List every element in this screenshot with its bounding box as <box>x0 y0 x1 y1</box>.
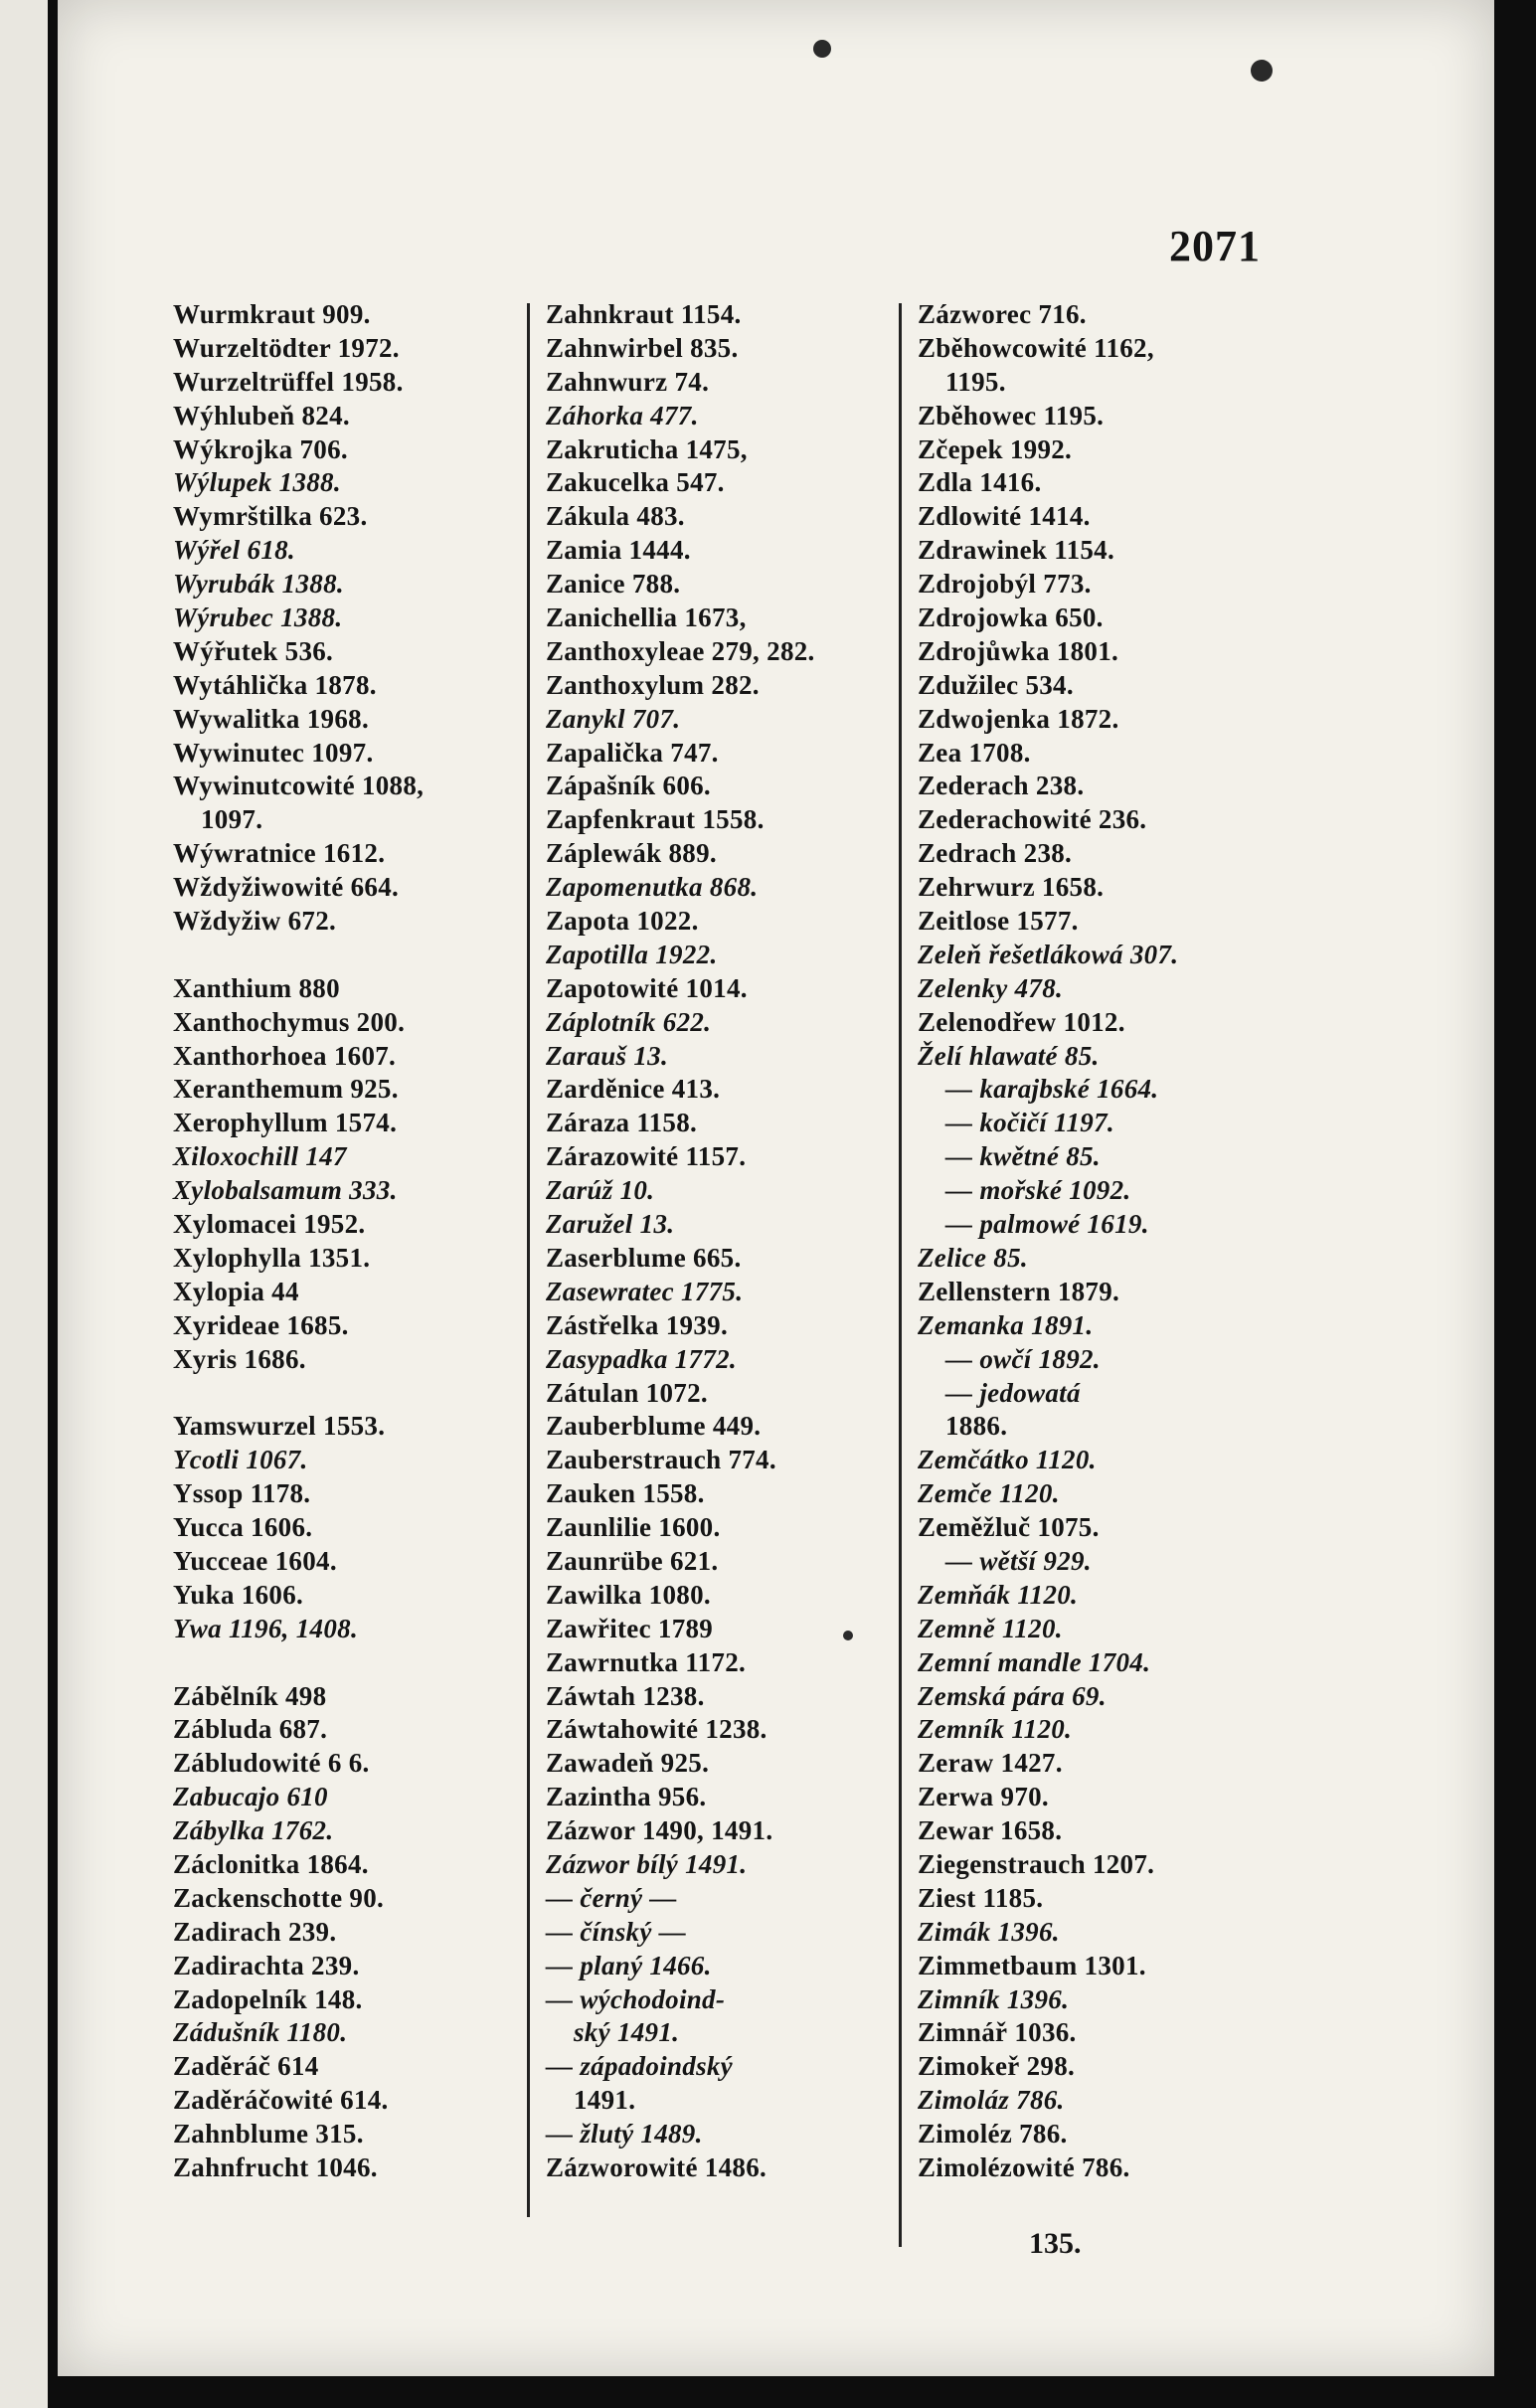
ink-spot <box>1251 60 1273 82</box>
index-entry: Zeitlose 1577. <box>918 906 1079 937</box>
index-entry: Zázwor bílý 1491. <box>546 1848 748 1879</box>
index-entry: Zemník 1120. <box>918 1714 1073 1745</box>
index-entry: Zanykl 707. <box>546 703 681 734</box>
index-entry: Yssop 1178. <box>173 1478 311 1509</box>
index-entry: Zackenschotte 90. <box>173 1882 385 1913</box>
index-entry: — černý — <box>546 1882 677 1913</box>
index-entry: — kočičí 1197. <box>945 1108 1114 1138</box>
index-entry: Zaserblume 665. <box>546 1242 742 1273</box>
index-entry: — kwětné 85. <box>945 1141 1101 1172</box>
index-entry: Zakruticha 1475, <box>546 433 748 464</box>
index-entry: Zahnfrucht 1046. <box>173 2151 378 2182</box>
index-entry: Zápašník 606. <box>546 771 711 801</box>
index-entry: Záhorka 477. <box>546 400 699 430</box>
index-entry: Xylophylla 1351. <box>173 1242 371 1273</box>
index-entry: Zewar 1658. <box>918 1815 1063 1846</box>
index-entry: Zapalička 747. <box>546 737 719 768</box>
index-entry: — čínský — <box>546 1916 686 1947</box>
index-entry: Ziegenstrauch 1207. <box>918 1848 1155 1879</box>
index-entry: Yuka 1606. <box>173 1579 304 1610</box>
index-entry: Yucca 1606. <box>173 1512 313 1543</box>
index-entry: Zarúž 10. <box>546 1175 655 1206</box>
index-entry: 1097. <box>201 804 263 835</box>
index-entry: Záclonitka 1864. <box>173 1848 369 1879</box>
index-entry: Wywinutcowité 1088, <box>173 771 425 801</box>
index-entry: Zeleň řešetlákowá 307. <box>918 939 1179 969</box>
index-entry: Xanthochymus 200. <box>173 1006 406 1037</box>
index-entry: Zimnář 1036. <box>918 2017 1077 2048</box>
index-entry: Zimák 1396. <box>918 1916 1060 1947</box>
index-entry: Zeměžluč 1075. <box>918 1512 1100 1543</box>
index-entry: Zazintha 956. <box>546 1782 707 1812</box>
index-entry: Ziest 1185. <box>918 1882 1044 1913</box>
index-entry: Wždyžiw 672. <box>173 906 337 937</box>
index-entry: Wurmkraut 909. <box>173 299 371 329</box>
index-entry: Xerophyllum 1574. <box>173 1108 398 1138</box>
index-entry: Zimník 1396. <box>918 1983 1070 2014</box>
index-entry: Zarauš 13. <box>546 1040 669 1071</box>
index-entry: Wýhlubeň 824. <box>173 400 350 430</box>
index-entry: Zdwojenka 1872. <box>918 703 1119 734</box>
index-entry: Zawřitec 1789 <box>546 1613 714 1643</box>
page-number: 2071 <box>1169 222 1261 270</box>
index-entry: 1491. <box>574 2085 636 2116</box>
index-entry: ský 1491. <box>574 2017 680 2048</box>
index-entry: 1195. <box>945 366 1006 397</box>
index-entry: Zanthoxylum 282. <box>546 669 760 700</box>
index-entry: — wýchodoind- <box>546 1983 726 2014</box>
index-entry: Zahnkraut 1154. <box>546 299 742 329</box>
index-entry: Wyrubák 1388. <box>173 569 344 600</box>
index-entry: Záwtahowité 1238. <box>546 1714 768 1745</box>
index-entry: Zimoláz 786. <box>918 2085 1065 2116</box>
section-gap <box>173 1646 521 1680</box>
index-entry: Zerwa 970. <box>918 1782 1049 1812</box>
index-entry: Xeranthemum 925. <box>173 1074 399 1105</box>
index-entry: Zběhowec 1195. <box>918 400 1105 430</box>
index-entry: Zdrawinek 1154. <box>918 535 1115 566</box>
index-entry: Zábylka 1762. <box>173 1815 334 1846</box>
index-entry: — západoindský <box>546 2051 733 2082</box>
index-entry: Zábludowité 6 6. <box>173 1748 370 1779</box>
index-entry: Zázworowité 1486. <box>546 2151 768 2182</box>
index-entry: Zadirachta 239. <box>173 1950 360 1980</box>
index-entry: Zimoléz 786. <box>918 2119 1068 2150</box>
index-entry: Zabucajo 610 <box>173 1782 328 1812</box>
index-entry: Wurzeltrüffel 1958. <box>173 366 404 397</box>
index-entry: Zederach 238. <box>918 771 1085 801</box>
index-entry: — owčí 1892. <box>945 1343 1101 1374</box>
index-entry: Želí hlawaté 85. <box>918 1040 1100 1071</box>
index-entry: Zběhowcowité 1162, <box>918 332 1154 363</box>
index-entry: Zamia 1444. <box>546 535 691 566</box>
index-entry: Zemče 1120. <box>918 1478 1060 1509</box>
index-entry: Zemská pára 69. <box>918 1680 1107 1711</box>
index-entry: Zasypadka 1772. <box>546 1343 737 1374</box>
index-entry: — wětší 929. <box>945 1545 1092 1576</box>
index-entry: Zawrnutka 1172. <box>546 1646 747 1677</box>
index-entry: Zaunrübe 621. <box>546 1545 719 1576</box>
index-entry: Zauken 1558. <box>546 1478 705 1509</box>
index-entry: Wurzeltödter 1972. <box>173 332 400 363</box>
index-entry: Zawadeň 925. <box>546 1748 710 1779</box>
index-entry: Xiloxochill 147 <box>173 1141 347 1172</box>
index-entry: Záraza 1158. <box>546 1108 698 1138</box>
index-entry: Zárazowité 1157. <box>546 1141 747 1172</box>
index-entry: Xylomacei 1952. <box>173 1209 366 1240</box>
index-column-2 <box>546 298 904 2185</box>
index-entry: Wymrštilka 623. <box>173 501 368 532</box>
index-entry: Zedrach 238. <box>918 838 1073 869</box>
index-entry: Zátulan 1072. <box>546 1377 708 1408</box>
index-entry: Wýwratnice 1612. <box>173 838 386 869</box>
index-entry: Zábělník 498 <box>173 1680 327 1711</box>
index-entry: Zanice 788. <box>546 569 681 600</box>
index-entry: Wýkrojka 706. <box>173 433 348 464</box>
index-entry: Zdlowité 1414. <box>918 501 1091 532</box>
index-entry: Zdla 1416. <box>918 467 1042 498</box>
index-entry: Wýřel 618. <box>173 535 295 566</box>
index-entry: Wýřutek 536. <box>173 635 334 666</box>
index-entry: Zellenstern 1879. <box>918 1276 1120 1306</box>
index-entry: Zederachowité 236. <box>918 804 1147 835</box>
index-entry: Zemní mandle 1704. <box>918 1646 1151 1677</box>
index-entry: Zdužilec 534. <box>918 669 1074 700</box>
index-entry: Zapomenutka 868. <box>546 872 759 903</box>
index-entry: Zahnwirbel 835. <box>546 332 739 363</box>
index-entry: Zahnblume 315. <box>173 2119 364 2150</box>
index-entry: Zdrojowka 650. <box>918 602 1104 633</box>
index-entry: Zanichellia 1673, <box>546 602 747 633</box>
index-entry: Záplotník 622. <box>546 1006 712 1037</box>
index-entry: Zázwor 1490, 1491. <box>546 1815 773 1846</box>
index-entry: 1886. <box>945 1411 1008 1442</box>
signature-mark: 135. <box>1029 2227 1082 2260</box>
index-entry: Zádušník 1180. <box>173 2017 348 2048</box>
index-entry: Wýlupek 1388. <box>173 467 341 498</box>
index-entry: Zea 1708. <box>918 737 1031 768</box>
index-entry: Wywalitka 1968. <box>173 703 370 734</box>
index-entry: Zimokeř 298. <box>918 2051 1076 2082</box>
index-entry: — karajbské 1664. <box>945 1074 1159 1105</box>
section-gap <box>173 939 521 972</box>
index-entry: Zanthoxyleae 279, 282. <box>546 635 815 666</box>
index-entry: Yamswurzel 1553. <box>173 1411 386 1442</box>
index-entry: Xylopia 44 <box>173 1276 299 1306</box>
index-entry: Zapota 1022. <box>546 906 699 937</box>
index-entry: Zapfenkraut 1558. <box>546 804 765 835</box>
index-entry: Xanthorhoea 1607. <box>173 1040 397 1071</box>
index-entry: — jedowatá <box>945 1377 1081 1408</box>
index-entry: — planý 1466. <box>546 1950 712 1980</box>
section-gap <box>173 1377 521 1411</box>
index-entry: Zauberblume 449. <box>546 1411 762 1442</box>
index-entry: Zástřelka 1939. <box>546 1309 728 1340</box>
index-entry: Zaděráčowité 614. <box>173 2085 389 2116</box>
index-entry: Zasewratec 1775. <box>546 1276 744 1306</box>
index-entry: — mořské 1092. <box>945 1175 1131 1206</box>
index-entry: Zimolézowité 786. <box>918 2151 1130 2182</box>
index-entry: — palmowé 1619. <box>945 1209 1149 1240</box>
index-entry: Zákula 483. <box>546 501 685 532</box>
index-entry: Wytáhlička 1878. <box>173 669 377 700</box>
index-entry: Zauberstrauch 774. <box>546 1445 776 1475</box>
index-entry: Zimmetbaum 1301. <box>918 1950 1146 1980</box>
index-entry: Zemanka 1891. <box>918 1309 1094 1340</box>
index-entry: Zahnwurz 74. <box>546 366 710 397</box>
index-entry: Zčepek 1992. <box>918 433 1073 464</box>
index-entry: Zadopelník 148. <box>173 1983 363 2014</box>
index-entry: Zaunlilie 1600. <box>546 1512 721 1543</box>
index-entry: Zemčátko 1120. <box>918 1445 1097 1475</box>
index-entry: Zapotilla 1922. <box>546 939 718 969</box>
index-entry: Wždyžiwowité 664. <box>173 872 400 903</box>
index-entry: Xyrideae 1685. <box>173 1309 349 1340</box>
index-entry: Zaružel 13. <box>546 1209 675 1240</box>
index-column-3 <box>918 298 1315 2185</box>
column-divider <box>527 303 530 2217</box>
index-entry: Zemňák 1120. <box>918 1579 1079 1610</box>
index-column-1 <box>173 298 521 2185</box>
index-entry: Wywinutec 1097. <box>173 737 374 768</box>
index-entry: Ywa 1196, 1408. <box>173 1613 359 1643</box>
index-entry: Zelenky 478. <box>918 972 1064 1003</box>
index-entry: Zakucelka 547. <box>546 467 725 498</box>
index-entry: Zemně 1120. <box>918 1613 1063 1643</box>
left-page-edge <box>0 0 48 2408</box>
index-entry: Yucceae 1604. <box>173 1545 337 1576</box>
index-entry: Zdrojobýl 773. <box>918 569 1092 600</box>
index-entry: Zawilka 1080. <box>546 1579 711 1610</box>
index-entry: Ycotli 1067. <box>173 1445 308 1475</box>
index-entry: Xanthium 880 <box>173 972 340 1003</box>
index-entry: Wýrubec 1388. <box>173 602 343 633</box>
index-entry: Zaděráč 614 <box>173 2051 319 2082</box>
index-entry: Zehrwurz 1658. <box>918 872 1105 903</box>
index-entry: Zelenodřew 1012. <box>918 1006 1125 1037</box>
index-entry: Xylobalsamum 333. <box>173 1175 398 1206</box>
index-entry: — žlutý 1489. <box>546 2119 703 2150</box>
index-entry: Zeraw 1427. <box>918 1748 1063 1779</box>
index-entry: Xyris 1686. <box>173 1343 306 1374</box>
index-entry: Záplewák 889. <box>546 838 717 869</box>
index-entry: Zadirach 239. <box>173 1916 337 1947</box>
index-entry: Zdrojůwka 1801. <box>918 635 1119 666</box>
index-entry: Záwtah 1238. <box>546 1680 705 1711</box>
index-entry: Zelice 85. <box>918 1242 1028 1273</box>
index-entry: Zapotowité 1014. <box>546 972 748 1003</box>
ink-spot <box>813 40 831 58</box>
index-entry: Zarděnice 413. <box>546 1074 721 1105</box>
index-entry: Zábluda 687. <box>173 1714 328 1745</box>
index-entry: Zázworec 716. <box>918 299 1087 329</box>
